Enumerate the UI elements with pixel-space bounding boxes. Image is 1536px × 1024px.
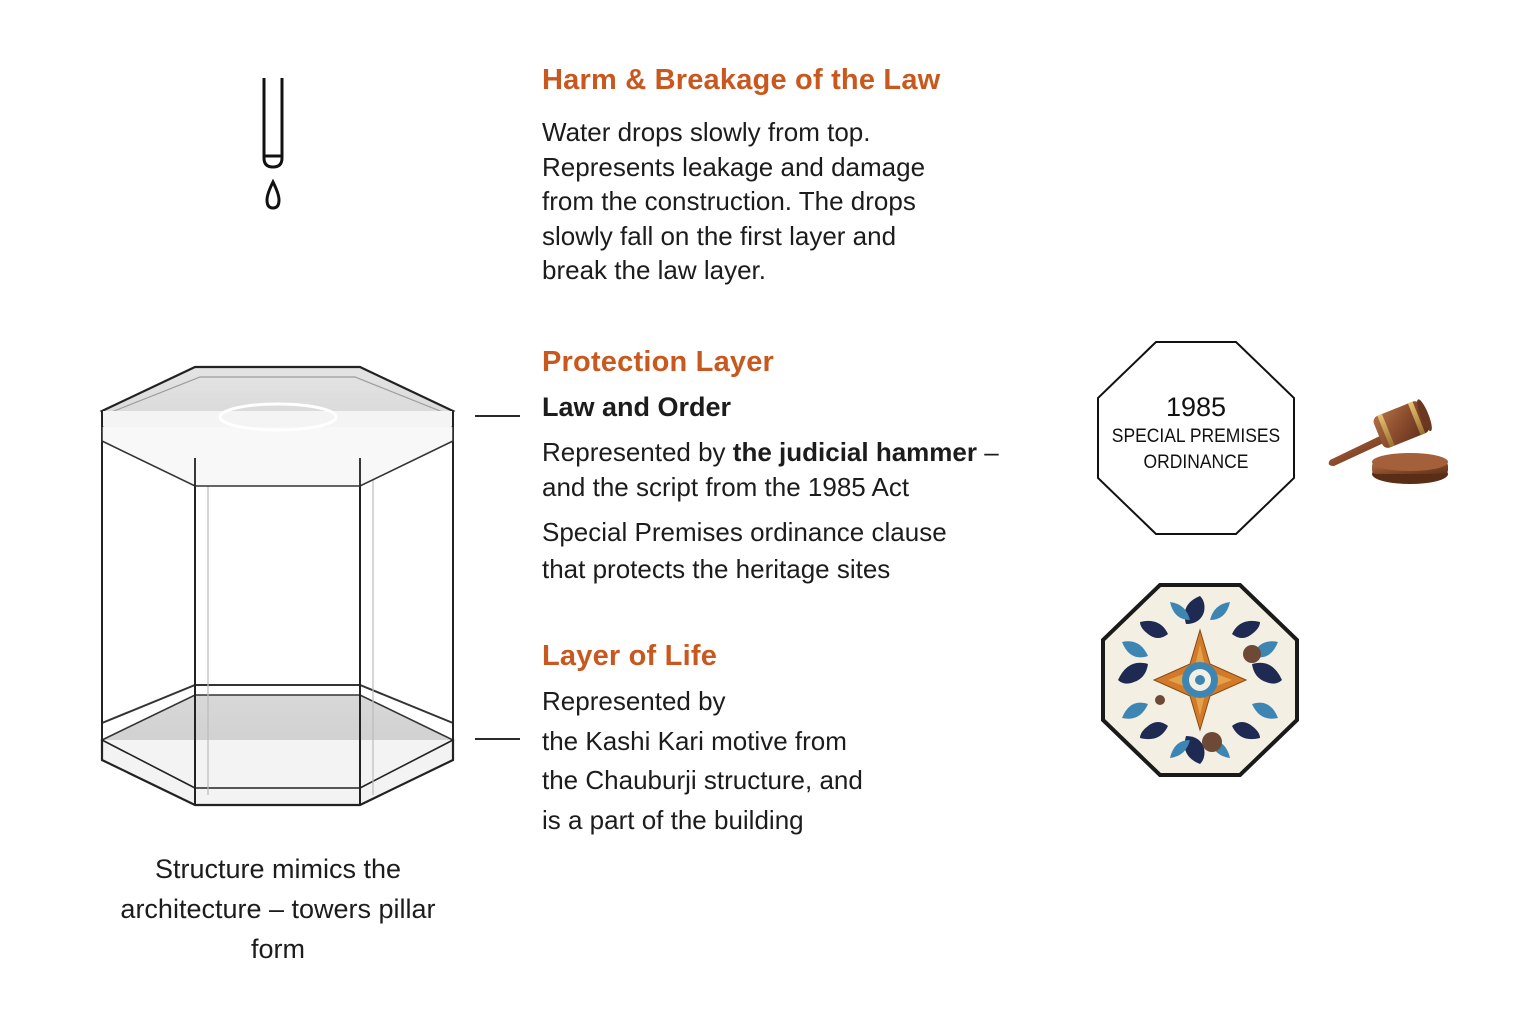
protection-subheading: Law and Order	[542, 392, 732, 422]
harm-line: break the law layer.	[542, 255, 767, 285]
judicial-gavel-icon	[1322, 386, 1450, 490]
protection-line-4: that protects the heritage sites	[542, 554, 891, 584]
harm-line: from the construction. The drops	[542, 186, 916, 216]
water-dropper-icon	[250, 72, 296, 218]
protection-line-2: and the script from the 1985 Act	[542, 471, 910, 502]
life-description	[542, 682, 863, 840]
ordinance-year: 1985	[1165, 392, 1227, 422]
caption-line: architecture – towers pillar	[120, 894, 436, 924]
life-line: the Chauburji structure, and	[542, 765, 863, 795]
protection-line-1-suffix: –	[976, 437, 999, 467]
harm-description	[542, 115, 1042, 288]
protection-heading: Protection Layer	[542, 346, 775, 378]
life-heading: Layer of Life	[542, 640, 718, 672]
protection-clause	[542, 514, 947, 588]
caption-line: Structure mimics the	[154, 854, 402, 884]
structure-caption	[78, 849, 478, 969]
kashi-kari-tile-icon	[1100, 582, 1300, 778]
protection-description	[542, 435, 1082, 504]
harm-heading: Harm & Breakage of the Law	[542, 64, 941, 96]
caption-line: form	[251, 934, 305, 964]
hexagonal-pillar-structure	[90, 355, 470, 825]
ordinance-badge	[1096, 340, 1296, 536]
harm-line: Water drops slowly from top.	[542, 117, 871, 147]
protection-line-1-prefix: Represented by	[542, 437, 733, 467]
life-line: the Kashi Kari motive from	[542, 725, 847, 756]
harm-line: slowly fall on the first layer and	[542, 220, 897, 251]
life-line: is a part of the building	[542, 804, 804, 835]
protection-line-3: Special Premises ordinance clause	[542, 517, 947, 547]
ordinance-line-2: ORDINANCE	[1143, 452, 1249, 473]
life-connector-line	[475, 738, 520, 740]
ordinance-line-1: SPECIAL PREMISES	[1111, 426, 1281, 447]
harm-line: Represents leakage and damage	[542, 151, 926, 182]
life-line: Represented by	[542, 686, 726, 716]
judicial-hammer-emphasis: the judicial hammer	[732, 437, 977, 467]
protection-line-1	[542, 435, 1082, 470]
protection-connector-line	[475, 415, 520, 417]
